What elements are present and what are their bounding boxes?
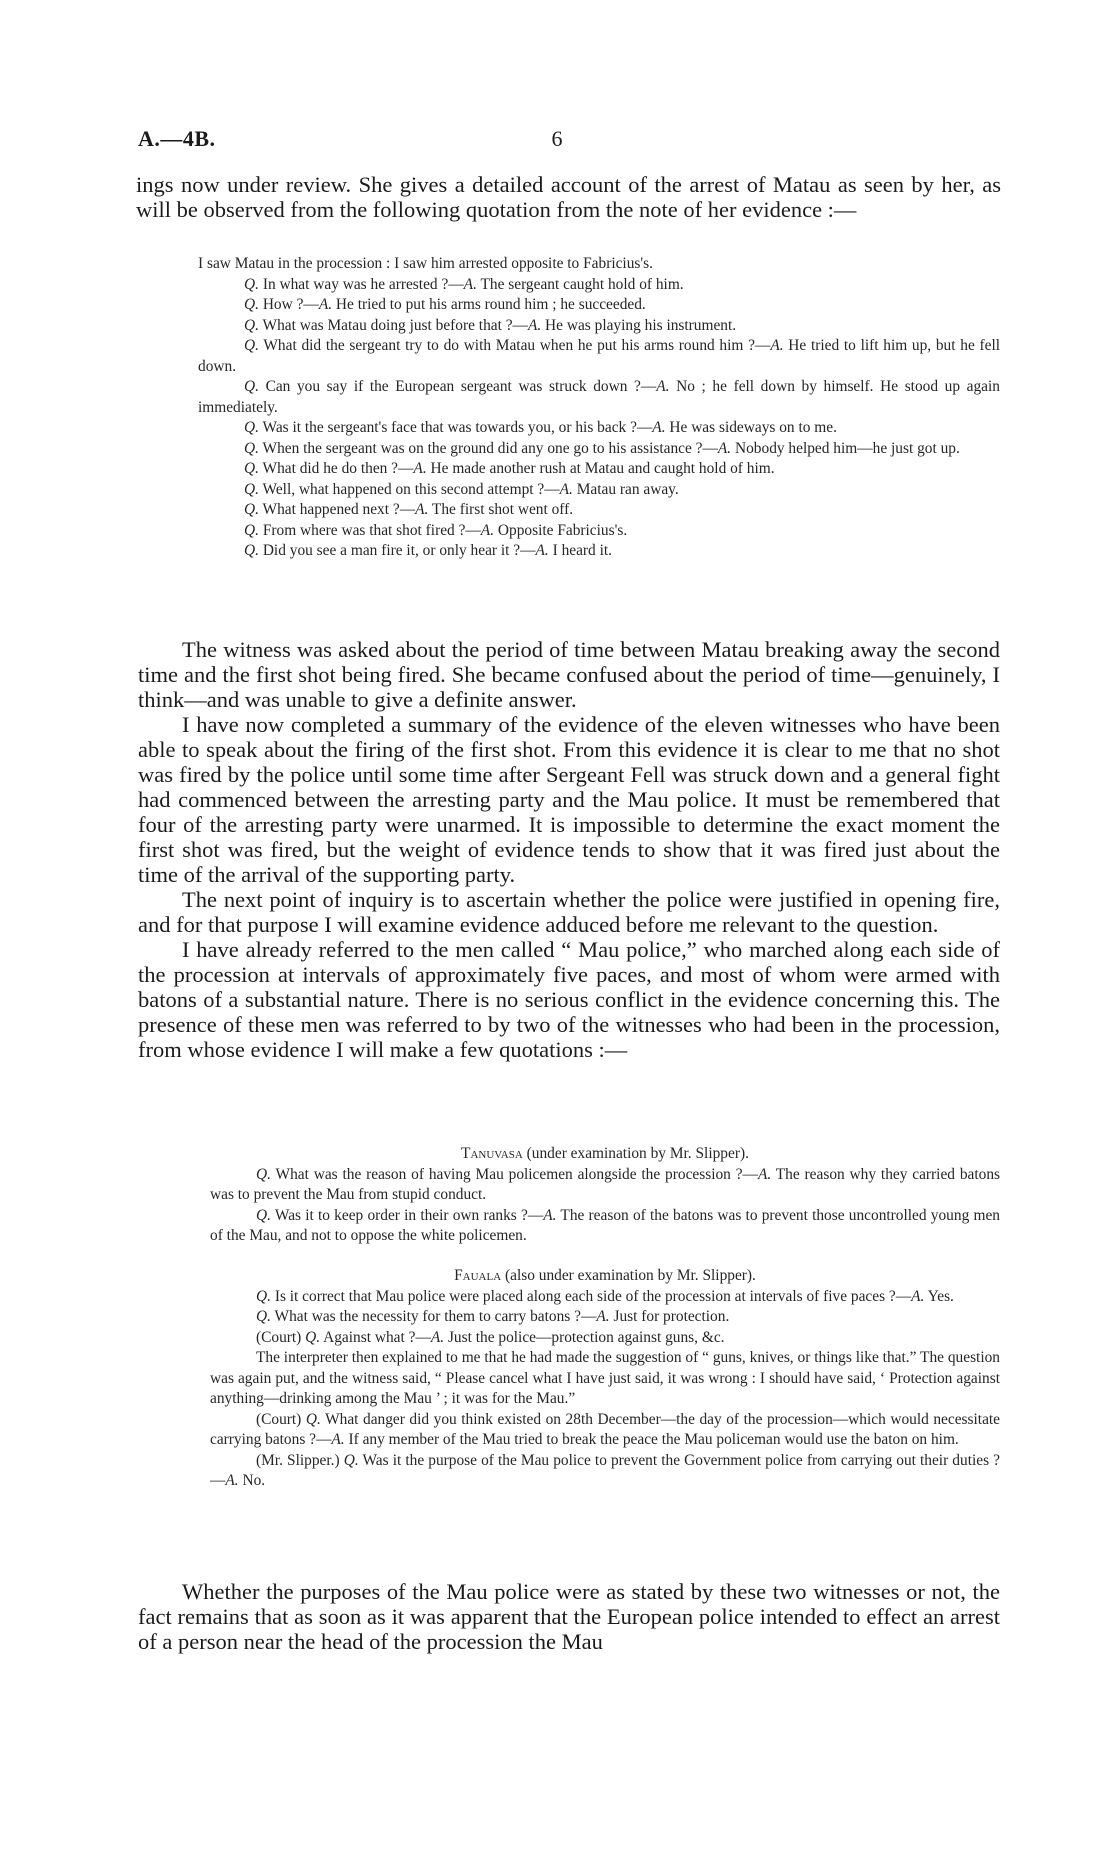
- paragraph: I have already referred to the men called “ Mau police,” who marched along each side of the procession at intervals of approximately five paces, and most of whom were armed with batons of a substantial nature. There is no serious conflict in the evidence concerning this. The presence of these men was referred to by two of the witnesses who had been in the procession, from whose evidence I will make a few quotations :—: [138, 937, 1000, 1062]
- qa-item: Q. Well, what happened on this second attempt ?—A. Matau ran away.: [244, 480, 679, 498]
- qa-item: Q. Was it to keep order in their own ranks ?—A. The reason of the batons was to prevent those uncontrolled young men of the Mau, and not to oppose the white policemen.: [210, 1206, 1000, 1244]
- qa-item: (Court) Q. What danger did you think existed on 28th December—the day of the procession—which would necessitate carrying batons ?—A. If any member of the Mau tried to break the peace the Mau policeman would use the baton on him.: [210, 1410, 1001, 1448]
- fauala-quotation: [210, 1266, 1000, 1492]
- witness-name: Tanuvasa: [461, 1145, 523, 1162]
- qa-item: (Mr. Slipper.) Q. Was it the purpose of the Mau police to prevent the Government police from carrying out their duties ?—A. No.: [210, 1451, 1000, 1489]
- qa-item: Q. What was the necessity for them to carry batons ?—A. Just for protection.: [256, 1308, 730, 1325]
- summary-block: [138, 637, 1000, 1062]
- intro-block: [136, 172, 1001, 222]
- qa-item: (Court) Q. Against what ?—A. Just the police—protection against guns, &c.: [256, 1328, 725, 1346]
- witness-note: (also under examination by Mr. Slipper).: [501, 1267, 756, 1284]
- qa-item: Q. Is it correct that Mau police were placed along each side of the procession at intervals of five paces ?—A. Yes.: [256, 1287, 954, 1305]
- qa-item: Q. In what way was he arrested ?—A. The sergeant caught hold of him.: [244, 275, 684, 293]
- paragraph: The next point of inquiry is to ascertain whether the police were justified in opening fire, and for that purpose I will examine evidence adduced before me relevant to the question.: [138, 887, 1000, 937]
- qa-item: Q. Was it the sergeant's face that was towards you, or his back ?—A. He was sideways on to me.: [244, 419, 837, 436]
- qa-item: Q. What was Matau doing just before that ?—A. He was playing his instrument.: [244, 316, 737, 334]
- qa-item: Q. What did he do then ?—A. He made another rush at Matau and caught hold of him.: [244, 460, 775, 477]
- qa-item: Q. What was the reason of having Mau policemen alongside the procession ?—A. The reason why they carried batons was to prevent the Mau from stupid conduct.: [210, 1165, 1001, 1203]
- closing-block: [138, 1579, 1000, 1654]
- testimony-quotation: [198, 254, 1000, 562]
- tanuvasa-quotation: [210, 1144, 1000, 1247]
- qa-item: Q. When the sergeant was on the ground did any one go to his assistance ?—A. Nobody helped him—he just got up.: [244, 439, 960, 457]
- qa-item: Q. How ?—A. He tried to put his arms round him ; he succeeded.: [244, 296, 646, 313]
- paragraph: I have now completed a summary of the evidence of the eleven witnesses who have been able to speak about the firing of the first shot. From this evidence it is clear to me that no shot was fired by the police until some time after Sergeant Fell was struck down and a general fight had commenced between the arresting party and the Mau police. It must be remembered that four of the arresting party were unarmed. It is impossible to determine the exact moment the first shot was fired, but the weight of evidence tends to show that it was fired just about the time of the arrival of the supporting party.: [138, 712, 1000, 887]
- fauala-heading: [210, 1266, 1000, 1287]
- page-number: 6: [551, 126, 563, 151]
- interpreter-note: The interpreter then explained to me that he had made the suggestion of “ guns, knives, or things like that.” The question was again put, and the witness said, “ Please cancel what I have just said, it was wrong : I should have said, ‘ Protection against anything—drinking among the Mau ’ ; it was for the Mau.”: [210, 1349, 1000, 1407]
- qa-item: Q. What happened next ?—A. The first shot went off.: [244, 501, 574, 518]
- closing-paragraph: Whether the purposes of the Mau police were as stated by these two witnesses or not, the fact remains that as soon as it was apparent that the European police intended to effect an arrest of a person near the head of the procession the Mau: [138, 1579, 1000, 1654]
- page-header: [138, 126, 976, 158]
- qa-item: Q. What did the sergeant try to do with Matau when he put his arms round him ?—A. He tried to lift him up, but he fell down.: [198, 337, 1001, 375]
- qa-item: Q. Did you see a man fire it, or only hear it ?—A. I heard it.: [244, 542, 612, 559]
- qa-item: Q. From where was that shot fired ?—A. Opposite Fabricius's.: [244, 521, 628, 539]
- qa-item: Q. Can you say if the European sergeant was struck down ?—A. No ; he fell down by himself. He stood up again immediately.: [198, 378, 1000, 416]
- witness-name: Fauala: [454, 1267, 502, 1284]
- document-reference: A.—4B.: [138, 126, 216, 151]
- paragraph: The witness was asked about the period of time between Matau breaking away the second time and the first shot being fired. She became confused about the period of time—genuinely, I think—and was unable to give a definite answer.: [138, 637, 1000, 712]
- testimony-qa-list: [198, 275, 1000, 562]
- tanuvasa-qa-list: [210, 1165, 1000, 1247]
- tanuvasa-heading: [210, 1144, 1000, 1165]
- intro-paragraph: ings now under review. She gives a detailed account of the arrest of Matau as seen by her, as will be observed from the following quotation from the note of her evidence :—: [136, 172, 1001, 222]
- testimony-opening: I saw Matau in the procession : I saw him arrested opposite to Fabricius's.: [198, 255, 653, 272]
- witness-note: (under examination by Mr. Slipper).: [522, 1145, 749, 1162]
